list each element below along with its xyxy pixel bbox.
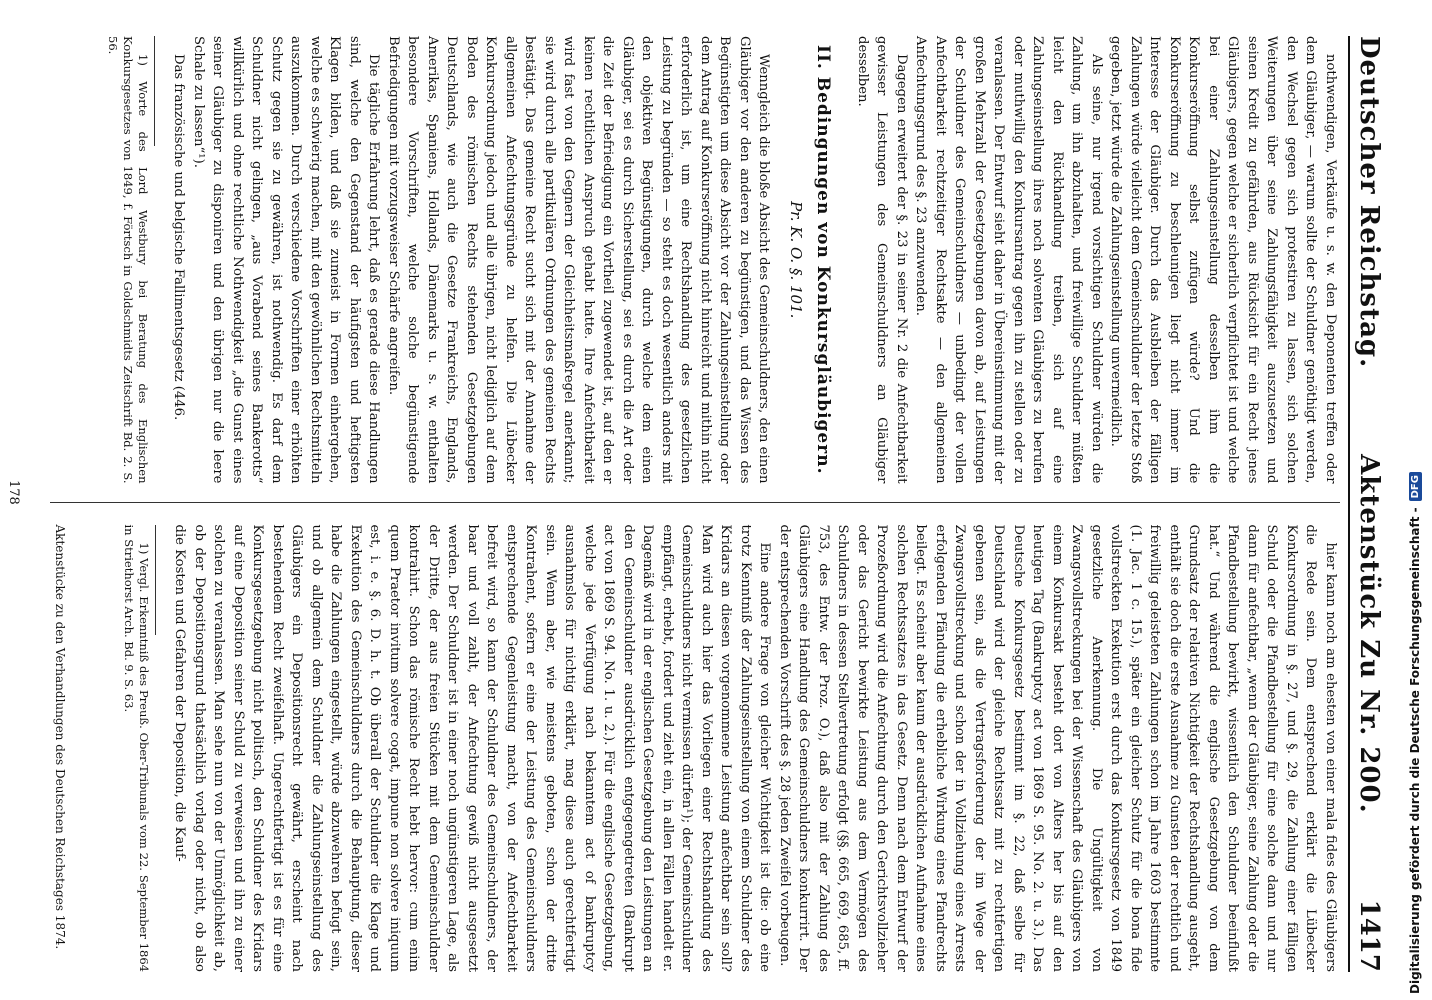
section-title: II. Bedingungen von Konkursgläubigern. (813, 45, 834, 475)
dfg-logo-icon: DFG (1409, 472, 1422, 501)
paragraph: nothwendigen, Verkäufe u. s. w. den Deponenten treffen oder dem Gläubiger, — warum sollte der Schuldner genöthigt werden, den Wechsel gegen sich protestiren zu lassen, sich solchen Weiterungen über seine Zahlungsfähigkeit auszusetzen und seinen Kredit zu gefährden, aus Rücksicht für ein Recht jenes Gläubigers, gegen welche er sicherlich verpflichtet ist und welche bei einer Zahlungseinstellung desselben ihm die Konkurseröffnung selbst zufügen würde? Und die Konkurseröffnung zu beschleunigen liegt nicht immer im Interesse der Gläubiger. Durch das Ausbleiben der fälligen Zahlungen würde vielleicht dem Gemeinschuldner der letzte Stoß gegeben, jetzt würde die Zahlungseinstellung unvermeidlich. (1108, 36, 1338, 484)
footnote: 1) Worte des Lord Westbury bei Beratung des Englischen Konkursgesetzes von 1849, f. Förtsch in Goldschmidts Zeitschrift Bd. 2. S. 56. (106, 36, 150, 484)
paragraph: Dagegen erweitert der §. 23 in seiner Nr. 2 die Anfechtbarkeit gewisser Leistungen des Gemeinschuldners an Gläubiger desselben. (855, 36, 909, 484)
page-header (1348, 36, 1384, 972)
header-page-number: 1417 (1354, 899, 1384, 972)
footnote: 1) Vergl. Erkenntniß des Preuß. Ober-Tribunals vom 22. September 1864 in Striethorst Arch. Bd. 9. S. 63. (122, 524, 151, 972)
paragraph: Das französische und belgische Fallimentsgesetz (446. (171, 54, 187, 421)
digitization-credit (1400, 0, 1430, 1000)
header-title: Deutscher Reichstag. (1354, 36, 1384, 369)
columns (50, 36, 1340, 972)
paragraph: Wenngleich die bloße Absicht des Gemeinschuldners, den einen Gläubiger vor den anderen zu begünstigen, und das Wissen des Begünstigten um diese Absicht vor der Zahlungseinstellung oder dem Antrag auf Konkurseröffnung nicht hinreicht und mithin nicht erforderlich ist, um eine Rechtshandlung des gesetzlichen Leistung zu begründen — so steht es doch wesentlich anders mit den objektiven Begünstigungen, durch welche dem einen Gläubiger, sei es durch Sicherstellung, sei es durch die Art oder die Zeit der Befriedigung ein Vortheil zugewendet ist, auf den er keinen rechtlichen Anspruch gehabt hatte. Ihre Anfechtbarkeit wird fast von den Gegnern der Gleichheitsmaßregel anerkannt; sie wird durch alle partikulären Ordnungen des gemeinen Rechts bestätigt. Das gemeine Recht sucht sich mit der Annahme der allgemeinen Anfechtungsgründe zu helfen. Die Lübecker Konkursordnung jedoch und alle übrigen, nicht lediglich auf dem Boden des römischen Rechts stehenden Gesetzgebungen Deutschlands, wie auch die Gesetze Frankreichs, Englands, Amerikas, Spaniens, Hollands, Dänemarks u. s. w. enthalten besondere Vorschriften, welche solche begünstigende Befriedigungen mit vorzugsweiser Schärfe angreifen. (386, 36, 772, 484)
footer-page-number: 178 (6, 480, 21, 505)
footer-line: Aktenstücke zu den Verhandlungen des Deutschen Reichstages 1874. (53, 524, 68, 950)
section-subtitle: Pr. K. O. §. 101. (787, 201, 805, 319)
paragraph: Als seine, nur irgend vorsichtigen Schuldner würden die Zahlung, um ihn abzuhalten, und freiwillige Schuldner müßten leicht den Rückhandlung treiben, sich auf eine Zahlungseinstellung ihres noch solventen Gläubigers zu berufen oder muthwillig den Konkursantrag gegen ihn zu stellen oder zu veranlassen. Der Entwurf sieht daher in Übereinstimmung mit der großen Mehrzahl der Gesetzgebungen davon ab, auf Leistungen der Schuldner des Gemeinschuldners — unbedingt der vollen Anfechtbarkeit rechtzeitiger Rechtsakte — den allgemeinen Anfechtungsgrund des §. 23 anzuwenden. (913, 36, 1104, 484)
right-column (50, 525, 1340, 973)
footnote-rule (155, 525, 156, 635)
header-reference: Aktenstück Zu Nr. 200. (1354, 454, 1384, 814)
left-column (50, 36, 1340, 503)
paragraph: Die tägliche Erfahrung lehrt, daß es gerade diese Handlungen sind, welche den Gegenstand der häufigsten und heftigsten Klagen bilden, und daß sie zumeist in Formen einhergehen, welche es schwierig machen, mit den gewöhnlichen Rechtsmitteln auszukommen. Durch verschiedene Vorschriften einer erhöhten Schutz gegen sie zu gewähren, ist nothwendig. Es darf dem Schuldner nicht gelingen, „aus Vorabend seines Bankerotts“ willkürlich und ohne rechtliche Nothwendigkeit „die Gunst eines seiner Gläubiger zu disponiren und den übrigen nur die leere Schale zu lassen“¹). (191, 36, 382, 484)
paragraph: hier kann noch am ehesten von einer mala fides des Gläubigers die Rede sein. Dem entsprechend erklärt die Lübecker Konkursordnung in §. 27, und §. 29, die Zahlung einer fälligen Schuld oder die Pfandbestellung für eine solche dann und nur dann für anfechtbar, „wenn der Gläubiger, seine Zahlung oder die Pfandbestellung bewirkt, wissentlich den Schuldner beeinflußt hat.“ Und während die englische Gesetzgebung von dem Grundsatz der relativen Nichtigkeit der Rechtshandlung ausgeht, enthält sie doch die erste Ausnahme zu Gunsten der rechtlich und freiwillig geleisteten Zahlungen schon im Jahre 1603 bestimmte (1. Jac. 1 c. 15.), später ein gleicher Schutz für die bona fide vollstreckten Exekution erst durch das Konkursgesetz von 1849 gesetzliche Anerkennung. Die Ungültigkeit von Zwangsvollstreckungen bei der Wissenschaft des Gläubigers von einem Konkursakt besteht dort von Alters her bis auf den heutigen Tag (Bankruptcy act von 1869 S. 95. No. 2. u. 3.). Das Deutsche Konkursgesetz bestimmt im §. 22, daß selbe für Deutschland wird der gleiche Rechtssatz mit zu rechtfertigen gebenen sein, als die Vertragsforderung der im Wege der Zwangsvollstreckung und schon der in Vollziehung eines Arrests erfolgenden Pfändung die erhebliche Wirkung eines Pfandrechts beilegt. Es scheint aber kaum der ausdrücklichen Aufnahme eines solchen Rechtssatzes in das Gesetz. Denn nach dem Entwurf der Prozeßordnung wird die Anfechtung durch den Gerichtsvollzieher oder das Gericht bewirkte Leistung aus dem Vermögen des Schuldners in dessen Stellvertretung erfolgt (§§. 665, 669, 685, ff. 753, des Entw. der Proz. O.), daß also mit der Zahlung des Gläubigers eine Handlung des Gemeinschuldners konkurrirt. Der der entsprechenden Vorschrift des §. 28 jeden Zweifel vorbeugen. (777, 524, 1338, 972)
paragraph: Eine andere Frage von gleicher Wichtigkeit ist die: ob eine trotz Kenntniß der Zahlungseinstellung von einem Schuldner des Kridars an diesen vorgenommene Leistung anfechtbar sein soll? Man wird auch hier das Vorliegen einer Rechtshandlung des Gemeinschuldners nicht vermissen dürfen¹); der Gemeinschuldner empfängt, erhebt, fordert und zieht ein, in allen Fällen handelt er. Dagemäß wird in der englischen Gesetzgebung den Leistungen an den Gemeinschuldner ausdrücklich entgegengetreten (Bankrupt act von 1869 S. 94. No. 1. u. 2.). Für die englische Gesetzgebung, welche jede Verfügung nach bekanntem act of bankruptcy ausnahmslos für nichtig erklärt, mag diese auch gerechtfertigt sein. Wenn aber, wie meistens geboten, schon der dritte Kontrahent, sofern er eine der Leistung des Gemeinschuldners entsprechende Gegenleistung macht, von der Anfechtbarkeit befreit wird, so kann der Schuldner des Gemeinschuldners, der baar und voll zahlt, der Anfechtung gewiß nicht ausgesetzt werden. Der Schuldner ist in einer noch ungünstigeren Lage, als der Dritte, der aus freien Stücken mit dem Gemeinschuldner kontrahirt. Schon das römische Recht hebt hervor: cum enim quem Praetor invitum solvere cogat, impune non solvere iniquum est, i. e. §. 6. D. h. t. Ob überall der Schuldner die Klage und Exekution des Gemeinschuldners durch die Behauptung, dieser habe die Zahlungen eingestellt, würde abzuwehren befugt sein, und ob allgemein dem Schuldner die Zahlungseinstellung des Gläubigers ein Depositionsrecht gewährt, erscheint nach bestehendem Recht zweifelhaft. Ungerechtfertigt ist es für eine Konkursgesetzgebung nicht politisch, den Schuldner des Kridars auf eine Deposition seiner Schuld zu verweisen und ihn zu einer solchen zu veranlassen. Man sehe nun von der Unmöglichkeit ab, ob der Depositionsgrund thatsächlich vorlag oder nicht, ob also die Kosten und Gefahren der Deposition, die Kauf- (172, 524, 773, 972)
credit-text: Digitalisierung gefördert durch die Deutsche Forschungsgemeinschaft - (1408, 507, 1422, 994)
footnote-rule (154, 36, 155, 146)
